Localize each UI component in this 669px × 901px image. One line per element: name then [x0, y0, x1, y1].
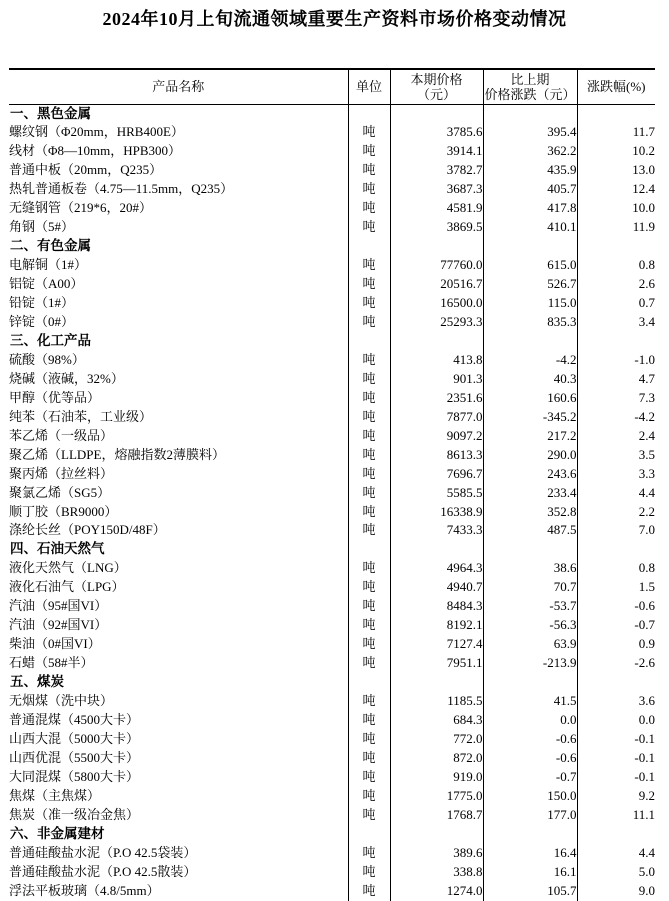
current-price-cell: 3785.6 [390, 123, 483, 142]
price-change-cell: 526.7 [483, 275, 577, 294]
price-change-cell: 0.0 [483, 711, 577, 730]
product-row [9, 559, 655, 578]
current-price-cell: 3782.7 [390, 161, 483, 180]
change-pct-cell: 5.0 [577, 863, 655, 882]
price-change-cell: 177.0 [483, 806, 577, 825]
unit-cell: 吨 [348, 427, 390, 446]
price-change-cell: 41.5 [483, 692, 577, 711]
product-row [9, 161, 655, 180]
product-row [9, 730, 655, 749]
unit-cell: 吨 [348, 370, 390, 389]
unit-cell: 吨 [348, 389, 390, 408]
change-pct-cell: 0.9 [577, 635, 655, 654]
current-price-cell: 4581.9 [390, 199, 483, 218]
product-name-cell: 线材（Φ8—10mm，HPB300） [9, 143, 182, 159]
change-pct-cell: 4.4 [577, 484, 655, 503]
unit-cell: 吨 [348, 275, 390, 294]
current-price-cell: 9097.2 [390, 427, 483, 446]
change-pct-cell: 10.2 [577, 142, 655, 161]
current-price-cell: 4940.7 [390, 578, 483, 597]
product-row [9, 180, 655, 199]
table-body [9, 104, 655, 901]
current-price-cell: 1775.0 [390, 787, 483, 806]
unit-cell: 吨 [348, 654, 390, 673]
empty-unit-cell [348, 332, 390, 351]
product-name-cell: 普通硅酸盐水泥（P.O 42.5散装） [9, 863, 197, 879]
header-row [9, 69, 655, 104]
change-pct-cell: 7.3 [577, 389, 655, 408]
empty-price-cell [390, 673, 483, 692]
unit-cell: 吨 [348, 806, 390, 825]
product-row [9, 749, 655, 768]
section-row [9, 104, 655, 123]
product-name-cell: 液化石油气（LPG） [9, 579, 125, 595]
header-product-name: 产品名称 [9, 69, 348, 104]
product-name-cell: 锌锭（0#） [9, 313, 75, 329]
empty-unit-cell [348, 673, 390, 692]
change-pct-cell: 2.2 [577, 503, 655, 522]
change-pct-cell: 11.9 [577, 218, 655, 237]
current-price-cell: 8613.3 [390, 446, 483, 465]
unit-cell: 吨 [348, 787, 390, 806]
product-row [9, 484, 655, 503]
unit-cell: 吨 [348, 578, 390, 597]
change-pct-cell: 4.7 [577, 370, 655, 389]
product-row [9, 370, 655, 389]
unit-cell: 吨 [348, 142, 390, 161]
price-change-cell: 160.6 [483, 389, 577, 408]
empty-change-cell [483, 540, 577, 559]
product-row [9, 806, 655, 825]
product-row [9, 218, 655, 237]
change-pct-cell: 9.0 [577, 882, 655, 901]
price-change-cell: -56.3 [483, 616, 577, 635]
current-price-cell: 901.3 [390, 370, 483, 389]
current-price-cell: 872.0 [390, 749, 483, 768]
unit-cell: 吨 [348, 256, 390, 275]
product-row [9, 275, 655, 294]
current-price-cell: 7696.7 [390, 465, 483, 484]
product-name-cell: 纯苯（石油苯，工业级） [9, 408, 153, 424]
price-change-cell: 290.0 [483, 446, 577, 465]
change-pct-cell: 2.4 [577, 427, 655, 446]
current-price-cell: 1768.7 [390, 806, 483, 825]
product-name-cell: 角钢（5#） [9, 219, 75, 235]
unit-cell: 吨 [348, 616, 390, 635]
price-change-cell: 217.2 [483, 427, 577, 446]
product-row [9, 313, 655, 332]
product-row [9, 427, 655, 446]
current-price-cell: 16500.0 [390, 294, 483, 313]
product-name-cell: 聚丙烯（拉丝料） [9, 465, 114, 481]
product-name-cell: 焦煤（主焦煤） [9, 787, 101, 803]
change-pct-cell: 3.3 [577, 465, 655, 484]
unit-cell: 吨 [348, 863, 390, 882]
product-row [9, 635, 655, 654]
current-price-cell: 2351.6 [390, 389, 483, 408]
unit-cell: 吨 [348, 294, 390, 313]
section-label: 六、非金属建材 [10, 825, 105, 841]
unit-cell: 吨 [348, 484, 390, 503]
unit-cell: 吨 [348, 597, 390, 616]
product-name-cell: 铅锭（1#） [9, 295, 75, 311]
unit-cell: 吨 [348, 351, 390, 370]
empty-change-cell [483, 673, 577, 692]
product-row [9, 503, 655, 522]
change-pct-cell: 0.0 [577, 711, 655, 730]
section-row [9, 673, 655, 692]
change-pct-cell: 12.4 [577, 180, 655, 199]
product-name-cell: 烧碱（液碱，32%） [9, 370, 124, 386]
product-row [9, 654, 655, 673]
price-change-cell: 115.0 [483, 294, 577, 313]
product-name-cell: 普通混煤（4500大卡） [9, 712, 140, 727]
empty-unit-cell [348, 104, 390, 123]
change-pct-cell: -2.6 [577, 654, 655, 673]
current-price-cell: 7433.3 [390, 521, 483, 540]
empty-pct-cell [577, 104, 655, 123]
current-price-cell: 389.6 [390, 844, 483, 863]
empty-price-cell [390, 540, 483, 559]
product-name-cell: 浮法平板玻璃（4.8/5mm） [9, 882, 160, 898]
product-row [9, 692, 655, 711]
product-name-cell: 山西大混（5000大卡） [9, 730, 140, 746]
price-change-cell: -213.9 [483, 654, 577, 673]
price-change-cell: -0.6 [483, 730, 577, 749]
empty-change-cell [483, 825, 577, 844]
change-pct-cell: 0.8 [577, 256, 655, 275]
product-row [9, 389, 655, 408]
unit-cell: 吨 [348, 882, 390, 901]
unit-cell: 吨 [348, 768, 390, 787]
product-row [9, 768, 655, 787]
unit-cell: 吨 [348, 408, 390, 427]
product-name-cell: 大同混煤（5800大卡） [9, 768, 140, 784]
unit-cell: 吨 [348, 446, 390, 465]
empty-change-cell [483, 237, 577, 256]
current-price-cell: 8192.1 [390, 616, 483, 635]
current-price-cell: 20516.7 [390, 275, 483, 294]
change-pct-cell: -0.6 [577, 597, 655, 616]
unit-cell: 吨 [348, 123, 390, 142]
product-name-cell: 聚氯乙烯（SG5） [9, 484, 111, 500]
price-change-cell: 615.0 [483, 256, 577, 275]
product-name-cell: 涤纶长丝（POY150D/48F） [9, 522, 166, 538]
header-price-change-line2: 价格涨跌（元） [484, 86, 576, 102]
empty-pct-cell [577, 673, 655, 692]
price-table [9, 68, 655, 901]
empty-pct-cell [577, 332, 655, 351]
unit-cell: 吨 [348, 465, 390, 484]
section-label: 一、黑色金属 [10, 105, 91, 121]
price-change-cell: 16.1 [483, 863, 577, 882]
product-row [9, 616, 655, 635]
product-name-cell: 液化天然气（LNG） [9, 560, 127, 576]
page-title: 2024年10月上旬流通领域重要生产资料市场价格变动情况 [102, 9, 567, 29]
price-change-cell: -4.2 [483, 351, 577, 370]
price-change-cell: 38.6 [483, 559, 577, 578]
product-name-cell: 聚乙烯（LLDPE，熔融指数2薄膜料） [9, 446, 225, 462]
price-change-cell: -0.7 [483, 768, 577, 787]
product-name-cell: 螺纹钢（Φ20mm，HRB400E） [9, 124, 184, 140]
section-row [9, 237, 655, 256]
change-pct-cell: -0.7 [577, 616, 655, 635]
current-price-cell: 1274.0 [390, 882, 483, 901]
product-name-cell: 焦炭（准一级冶金焦） [9, 806, 140, 822]
price-change-cell: -53.7 [483, 597, 577, 616]
product-row [9, 711, 655, 730]
product-row [9, 294, 655, 313]
product-name-cell: 硫酸（98%） [9, 351, 85, 367]
unit-cell: 吨 [348, 503, 390, 522]
current-price-cell: 8484.3 [390, 597, 483, 616]
empty-unit-cell [348, 237, 390, 256]
product-row [9, 408, 655, 427]
unit-cell: 吨 [348, 844, 390, 863]
current-price-cell: 1185.5 [390, 692, 483, 711]
product-name-cell: 铝锭（A00） [9, 276, 84, 292]
product-name-cell: 山西优混（5500大卡） [9, 749, 140, 765]
section-label: 四、石油天然气 [10, 541, 105, 557]
product-name-cell: 普通中板（20mm，Q235） [9, 162, 163, 178]
current-price-cell: 16338.9 [390, 503, 483, 522]
price-change-cell: 835.3 [483, 313, 577, 332]
change-pct-cell: -0.1 [577, 749, 655, 768]
empty-price-cell [390, 332, 483, 351]
change-pct-cell: -4.2 [577, 408, 655, 427]
current-price-cell: 7127.4 [390, 635, 483, 654]
section-row [9, 825, 655, 844]
empty-change-cell [483, 332, 577, 351]
change-pct-cell: 7.0 [577, 521, 655, 540]
product-row [9, 521, 655, 540]
empty-pct-cell [577, 825, 655, 844]
current-price-cell: 4964.3 [390, 559, 483, 578]
change-pct-cell: 4.4 [577, 844, 655, 863]
product-name-cell: 热轧普通板卷（4.75—11.5mm，Q235） [9, 181, 234, 197]
price-change-cell: 233.4 [483, 484, 577, 503]
product-name-cell: 电解铜（1#） [9, 257, 88, 273]
current-price-cell: 919.0 [390, 768, 483, 787]
empty-unit-cell [348, 825, 390, 844]
unit-cell: 吨 [348, 711, 390, 730]
change-pct-cell: -0.1 [577, 768, 655, 787]
current-price-cell: 3869.5 [390, 218, 483, 237]
empty-change-cell [483, 104, 577, 123]
current-price-cell: 3914.1 [390, 142, 483, 161]
product-row [9, 142, 655, 161]
product-row [9, 351, 655, 370]
product-name-cell: 石蜡（58#半） [9, 655, 94, 671]
header-current-price-line2: （元） [416, 86, 456, 102]
product-name-cell: 汽油（95#国VI） [9, 598, 108, 614]
empty-pct-cell [577, 237, 655, 256]
current-price-cell: 7877.0 [390, 408, 483, 427]
product-name-cell: 普通硅酸盐水泥（P.O 42.5袋装） [9, 844, 197, 860]
unit-cell: 吨 [348, 521, 390, 540]
product-row [9, 844, 655, 863]
empty-price-cell [390, 104, 483, 123]
current-price-cell: 413.8 [390, 351, 483, 370]
change-pct-cell: 0.7 [577, 294, 655, 313]
price-change-cell: 105.7 [483, 882, 577, 901]
price-change-cell: 362.2 [483, 142, 577, 161]
current-price-cell: 338.8 [390, 863, 483, 882]
header-price-change-line1: 比上期 [510, 71, 550, 87]
product-row [9, 863, 655, 882]
unit-cell: 吨 [348, 161, 390, 180]
header-price-change [483, 69, 577, 104]
empty-price-cell [390, 237, 483, 256]
product-name-cell: 汽油（92#国VI） [9, 617, 108, 633]
empty-pct-cell [577, 540, 655, 559]
product-row [9, 123, 655, 142]
current-price-cell: 25293.3 [390, 313, 483, 332]
product-name-cell: 苯乙烯（一级品） [9, 427, 114, 443]
price-change-cell: 243.6 [483, 465, 577, 484]
change-pct-cell: 10.0 [577, 199, 655, 218]
price-change-cell: 40.3 [483, 370, 577, 389]
change-pct-cell: 0.8 [577, 559, 655, 578]
price-change-cell: 410.1 [483, 218, 577, 237]
change-pct-cell: -0.1 [577, 730, 655, 749]
change-pct-cell: 9.2 [577, 787, 655, 806]
change-pct-cell: 3.6 [577, 692, 655, 711]
current-price-cell: 77760.0 [390, 256, 483, 275]
product-row [9, 446, 655, 465]
product-row [9, 597, 655, 616]
unit-cell: 吨 [348, 199, 390, 218]
product-row [9, 578, 655, 597]
header-change-pct: 涨跌幅(%) [577, 69, 655, 104]
product-name-cell: 柴油（0#国VI） [9, 636, 101, 652]
change-pct-cell: 2.6 [577, 275, 655, 294]
section-row [9, 332, 655, 351]
unit-cell: 吨 [348, 313, 390, 332]
price-change-cell: 487.5 [483, 521, 577, 540]
price-change-cell: -345.2 [483, 408, 577, 427]
product-name-cell: 无缝钢管（219*6，20#） [9, 200, 153, 216]
price-change-cell: 63.9 [483, 635, 577, 654]
price-change-cell: 395.4 [483, 123, 577, 142]
section-label: 二、有色金属 [10, 238, 91, 254]
section-label: 三、化工产品 [10, 332, 91, 348]
current-price-cell: 7951.1 [390, 654, 483, 673]
header-current-price [390, 69, 483, 104]
unit-cell: 吨 [348, 635, 390, 654]
price-change-cell: 435.9 [483, 161, 577, 180]
price-change-cell: 352.8 [483, 503, 577, 522]
product-row [9, 787, 655, 806]
price-change-cell: 150.0 [483, 787, 577, 806]
change-pct-cell: 13.0 [577, 161, 655, 180]
current-price-cell: 684.3 [390, 711, 483, 730]
change-pct-cell: 11.1 [577, 806, 655, 825]
unit-cell: 吨 [348, 730, 390, 749]
unit-cell: 吨 [348, 180, 390, 199]
unit-cell: 吨 [348, 218, 390, 237]
change-pct-cell: 11.7 [577, 123, 655, 142]
product-row [9, 199, 655, 218]
product-name-cell: 顺丁胶（BR9000） [9, 503, 118, 519]
price-change-cell: 16.4 [483, 844, 577, 863]
current-price-cell: 5585.5 [390, 484, 483, 503]
section-row [9, 540, 655, 559]
header-unit: 单位 [348, 69, 390, 104]
current-price-cell: 3687.3 [390, 180, 483, 199]
price-change-cell: -0.6 [483, 749, 577, 768]
product-name-cell: 无烟煤（洗中块） [9, 693, 114, 709]
section-label: 五、煤炭 [10, 674, 64, 690]
empty-unit-cell [348, 540, 390, 559]
change-pct-cell: 3.4 [577, 313, 655, 332]
unit-cell: 吨 [348, 692, 390, 711]
unit-cell: 吨 [348, 749, 390, 768]
current-price-cell: 772.0 [390, 730, 483, 749]
product-row [9, 256, 655, 275]
unit-cell: 吨 [348, 559, 390, 578]
price-change-cell: 405.7 [483, 180, 577, 199]
product-row [9, 465, 655, 484]
price-change-cell: 417.8 [483, 199, 577, 218]
change-pct-cell: 3.5 [577, 446, 655, 465]
empty-price-cell [390, 825, 483, 844]
product-name-cell: 甲醇（优等品） [9, 389, 101, 405]
change-pct-cell: 1.5 [577, 578, 655, 597]
change-pct-cell: -1.0 [577, 351, 655, 370]
header-current-price-line1: 本期价格 [410, 71, 463, 87]
price-change-cell: 70.7 [483, 578, 577, 597]
table-header [9, 69, 655, 104]
